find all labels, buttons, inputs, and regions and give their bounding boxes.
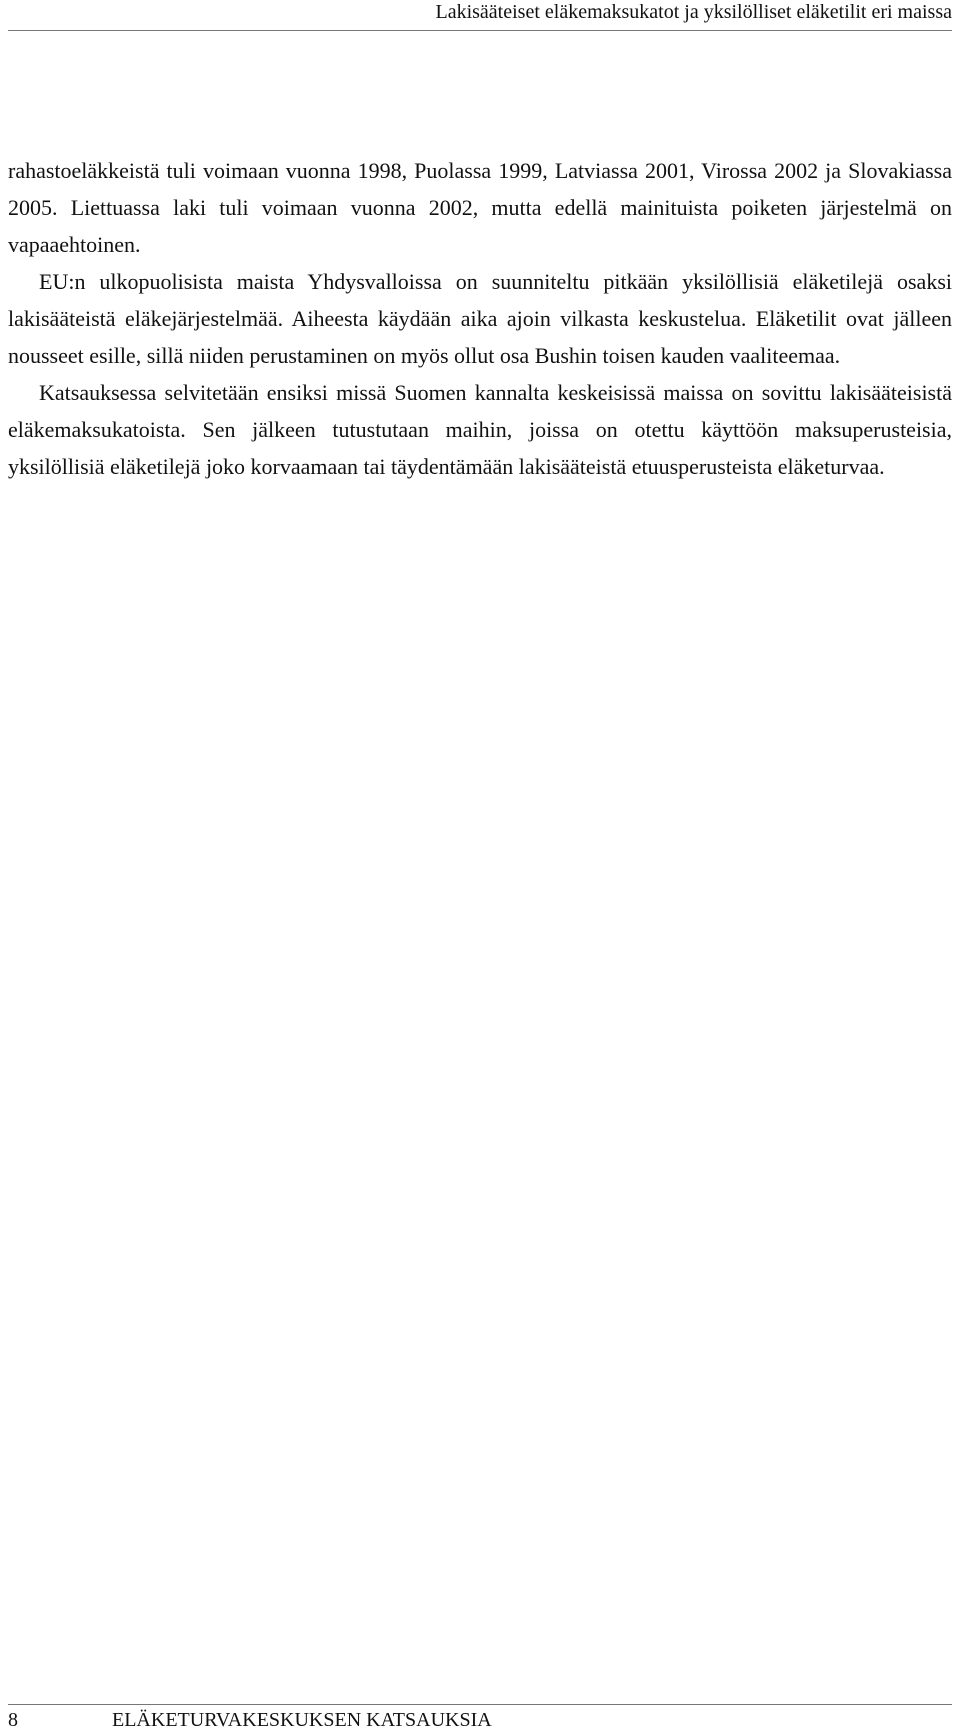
page-footer	[8, 1704, 952, 1731]
paragraph-continuation: rahastoeläkkeistä tuli voimaan vuonna 1998, Puolassa 1999, Latviassa 2001, Virossa 2002 ja Slovakiassa 2005. Liettuassa laki tuli voimaan vuonna 2002, mutta edellä mainituista poiketen järjestelmä on vapaaehtoinen.	[8, 158, 952, 257]
running-header	[8, 0, 952, 31]
body-text	[8, 152, 952, 485]
publication-series: ELÄKETURVAKESKUKSEN KATSAUKSIA	[112, 1709, 492, 1731]
paragraph-review-outline: Katsauksessa selvitetään ensiksi missä Suomen kannalta keskeisissä maissa on sovittu lakisääteisistä eläkemaksukatoista. Sen jälkeen tutustutaan maihin, joissa on otettu käyttöön maksuperusteisia, yksilöllisiä eläketilejä joko korvaamaan tai täydentämään lakisääteistä etuusperusteista eläketurvaa.	[8, 380, 952, 479]
running-header-title: Lakisääteiset eläkemaksukatot ja yksilölliset eläketilit eri maissa	[435, 1, 952, 23]
page-number: 8	[8, 1709, 18, 1731]
paragraph-usa-accounts: EU:n ulkopuolisista maista Yhdysvalloissa on suunniteltu pitkään yksilöllisiä eläketilejä osaksi lakisääteistä eläkejärjestelmää. Aiheesta käydään aika ajoin vilkasta keskustelua. Eläketilit ovat jälleen nousseet esille, sillä niiden perustaminen on myös ollut osa Bushin toisen kauden vaaliteemaa.	[8, 269, 952, 368]
